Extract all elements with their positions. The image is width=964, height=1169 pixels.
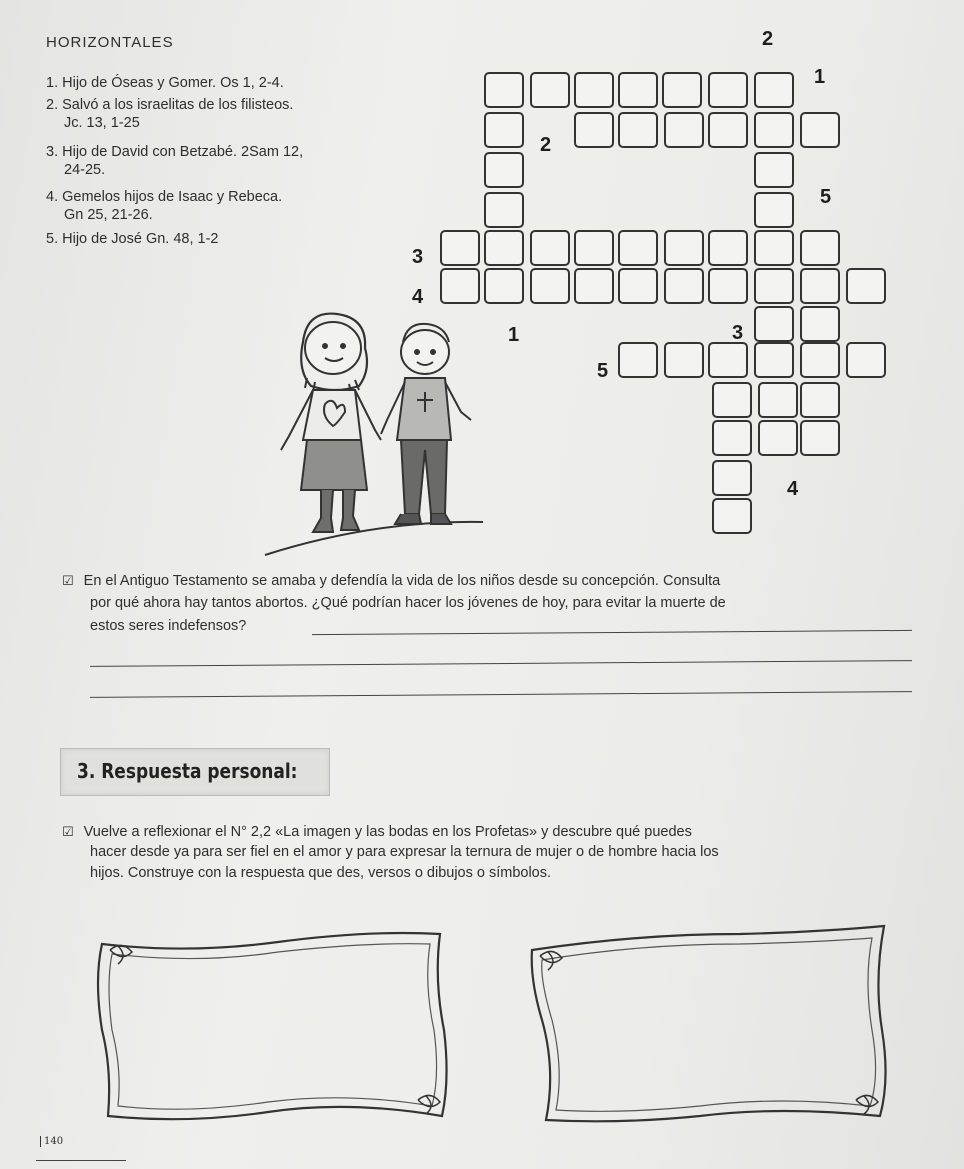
page-number: 140 [40, 1136, 63, 1147]
checkbox-icon: ☑ [62, 824, 74, 839]
crossword-cell[interactable] [800, 230, 840, 266]
crossword-cell[interactable] [484, 72, 524, 108]
crossword-cell[interactable] [574, 230, 614, 266]
crossword-cell[interactable] [800, 342, 840, 378]
crossword-number-horizontal-5: 5 [597, 360, 609, 382]
answer-line-2[interactable] [90, 660, 912, 667]
crossword-number-vertical-3: 3 [732, 322, 744, 344]
crossword-cell[interactable] [574, 112, 614, 148]
question-line-1: ☑ En el Antiguo Testamento se amaba y defendía la vida de los niños desde su concepción. Consulta [62, 573, 721, 589]
crossword-number-horizontal-3: 3 [412, 246, 424, 268]
crossword-cell[interactable] [800, 268, 840, 304]
section3-line-3: hijos. Construye con la respuesta que des, versos o dibujos o símbolos. [90, 865, 552, 881]
crossword-cell[interactable] [618, 268, 658, 304]
crossword-cell[interactable] [800, 112, 840, 148]
crossword-cell[interactable] [574, 268, 614, 304]
crossword-cell[interactable] [754, 342, 794, 378]
crossword-cell[interactable] [758, 420, 798, 456]
crossword-cell[interactable] [530, 72, 570, 108]
crossword-cell[interactable] [708, 230, 748, 266]
crossword-cell[interactable] [618, 112, 658, 148]
decorative-frame-right[interactable] [520, 920, 900, 1130]
crossword-cell[interactable] [440, 268, 480, 304]
crossword-cell[interactable] [664, 112, 704, 148]
crossword-cell[interactable] [846, 268, 886, 304]
crossword-cell[interactable] [484, 152, 524, 188]
crossword-number-vertical-4: 4 [787, 478, 799, 500]
crossword-number-horizontal-4: 4 [412, 286, 424, 308]
crossword-cell[interactable] [754, 268, 794, 304]
crossword-cell[interactable] [664, 342, 704, 378]
section3-line-1: ☑ Vuelve a reflexionar el N° 2,2 «La imagen y las bodas en los Profetas» y descubre qué puedes [62, 824, 692, 840]
section3-line-2: hacer desde ya para ser fiel en el amor y para expresar la ternura de mujer o de hombre hacia los [90, 844, 719, 860]
crossword-cell[interactable] [754, 152, 794, 188]
crossword-cell[interactable] [712, 460, 752, 496]
decorative-frame-left[interactable] [88, 920, 468, 1130]
crossword-cell[interactable] [530, 230, 570, 266]
crossword-cell[interactable] [712, 498, 752, 534]
crossword-cell[interactable] [800, 382, 840, 418]
crossword-cell[interactable] [708, 112, 748, 148]
clue-3: 3. Hijo de David con Betzabé. 2Sam 12, 24-25. [46, 144, 304, 178]
children-illustration [255, 300, 495, 570]
section-3-label-box: 3. Respuesta personal: [60, 748, 330, 796]
crossword-cell[interactable] [708, 268, 748, 304]
clue-1: 1. Hijo de Óseas y Gomer. Os 1, 2-4. [46, 75, 284, 91]
checkbox-icon: ☑ [62, 573, 74, 588]
crossword-cell[interactable] [664, 268, 704, 304]
question-line-2: por qué ahora hay tantos abortos. ¿Qué podrían hacer los jóvenes de hoy, para evitar la muerte de [90, 595, 726, 611]
crossword-number-horizontal-1: 1 [508, 324, 520, 346]
crossword-cell[interactable] [712, 420, 752, 456]
crossword-cell[interactable] [618, 72, 658, 108]
crossword-cell[interactable] [664, 230, 704, 266]
crossword-cell[interactable] [708, 72, 748, 108]
crossword-cell[interactable] [754, 306, 794, 342]
crossword-cell[interactable] [754, 112, 794, 148]
clue-2: 2. Salvó a los israelitas de los filisteos. Jc. 13, 1-25 [46, 97, 294, 131]
crossword-cell[interactable] [662, 72, 702, 108]
crossword-number-vertical-1: 1 [814, 66, 826, 88]
clue-4: 4. Gemelos hijos de Isaac y Rebeca. Gn 25, 21-26. [46, 189, 283, 223]
crossword-cell[interactable] [440, 230, 480, 266]
crossword-number-horizontal-2: 2 [540, 134, 552, 156]
crossword-cell[interactable] [484, 112, 524, 148]
crossword-number-vertical-2: 2 [762, 28, 774, 50]
crossword-cell[interactable] [754, 230, 794, 266]
crossword-cell[interactable] [574, 72, 614, 108]
crossword-cell[interactable] [754, 192, 794, 228]
crossword-cell[interactable] [618, 342, 658, 378]
crossword-cell[interactable] [484, 230, 524, 266]
question-line-3: estos seres indefensos? [90, 618, 247, 634]
crossword-cell[interactable] [800, 306, 840, 342]
crossword-cell[interactable] [712, 382, 752, 418]
crossword-cell[interactable] [754, 72, 794, 108]
crossword-number-vertical-5: 5 [820, 186, 832, 208]
crossword-cell[interactable] [708, 342, 748, 378]
answer-line-3[interactable] [90, 691, 912, 698]
horizontales-heading: HORIZONTALES [46, 34, 174, 51]
page-number-underline [36, 1160, 126, 1161]
crossword-cell[interactable] [618, 230, 658, 266]
crossword-cell[interactable] [484, 192, 524, 228]
answer-line-1[interactable] [312, 630, 912, 635]
clue-5: 5. Hijo de José Gn. 48, 1-2 [46, 231, 219, 247]
crossword-cell[interactable] [846, 342, 886, 378]
crossword-cell[interactable] [800, 420, 840, 456]
crossword-cell[interactable] [530, 268, 570, 304]
crossword-cell[interactable] [758, 382, 798, 418]
crossword-cell[interactable] [484, 268, 524, 304]
